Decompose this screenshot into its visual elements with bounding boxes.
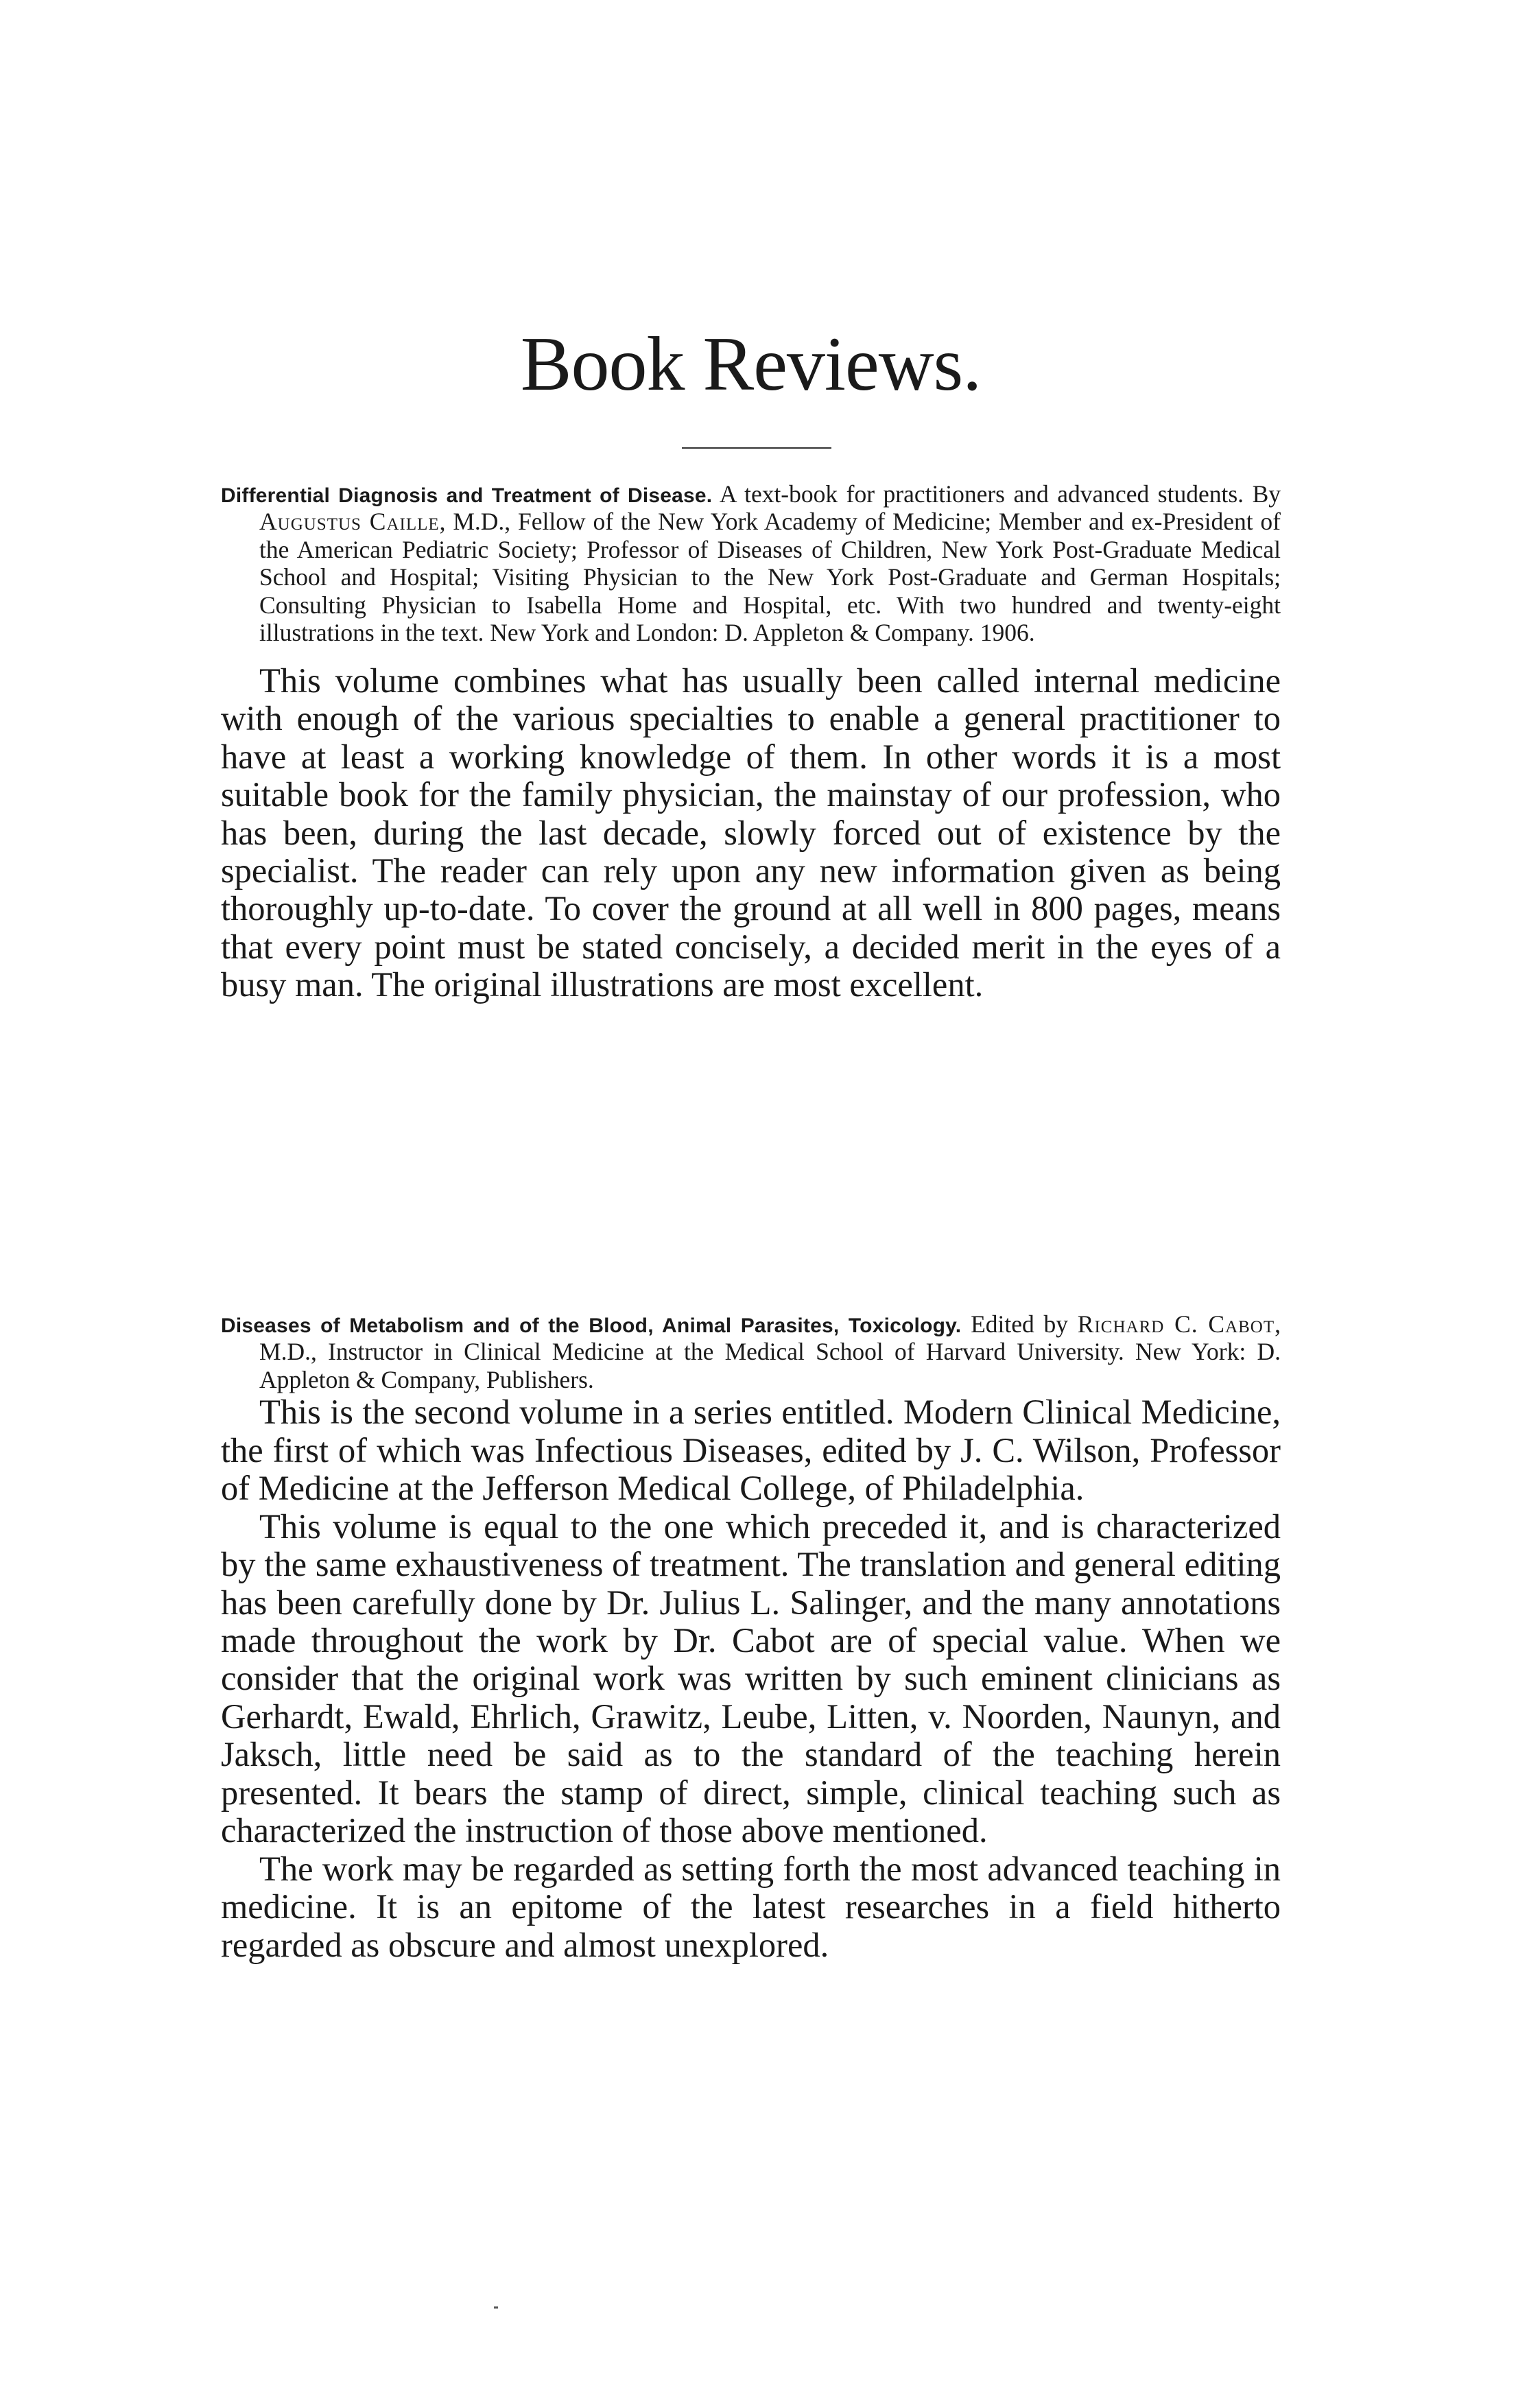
citation-text: , M.D., Fellow of the New York Academy of Medicine; Member and ex-President of the American Pediatric Society; Professor of Diseases of Children, New York Post-Graduate Medical School and Hospital; Visiting Physician to the New York Post-Graduate and German Hospitals; Consulting Physician to Isabella Home and Hospital, etc. With two hundred and twenty-eight illustrations in the text. New York and London: D. Appleton & Company. 1906. xyxy=(259,508,1281,647)
review-paragraph: This volume combines what has usually been called internal medicine with enough of the various specialties to enable a general practitioner to have at least a working knowledge of them. In other words it is a most suitable book for the family physician, the mainstay of our profession, who has been, during the last decade, slowly forced out of existence by the specialist. The reader can rely upon any new information given as being thoroughly up-to-date. To cover the ground at all well in 800 pages, means that every point must be stated concisely, a decided merit in the eyes of a busy man. The original illustrations are most excellent. xyxy=(221,661,1281,1004)
review-paragraph: This volume is equal to the one which preceded it, and is characterized by the same exhaustiveness of treatment. The translation and general editing has been carefully done by Dr. Julius L. Salinger, and the many annotations made throughout the work by Dr. Cabot are of special value. When we consider that the original work was written by such eminent clinicians as Gerhardt, Ewald, Ehrlich, Grawitz, Leube, Litten, v. Noorden, Naunyn, and Jaksch, little need be said as to the standard of the teaching herein presented. It bears the stamp of direct, simple, clinical teaching such as characterized the instruction of those above mentioned. xyxy=(221,1507,1281,1850)
book-title: Differential Diagnosis and Treatment of Disease. xyxy=(221,484,713,507)
review-paragraph: The work may be regarded as setting forth the most advanced teaching in medicine. It is an epitome of the latest researches in a field hitherto regarded as obscure and almost unexplored. xyxy=(221,1849,1281,1964)
citation-text: Edited by xyxy=(961,1310,1078,1338)
author-name: Richard C. Cabot xyxy=(1077,1310,1275,1338)
heading-rule xyxy=(682,447,831,449)
citation-text: , M.D., Instructor in Clinical Medicine at the Medical School of Harvard University. New York: D. Appleton & Company, Publishers. xyxy=(259,1310,1281,1393)
author-name: Augustus Caille xyxy=(259,508,440,536)
section-heading: Book Reviews. xyxy=(520,322,982,407)
review-diseases-of-metabolism xyxy=(221,1310,1281,1964)
review-citation xyxy=(221,1310,1281,1393)
review-citation xyxy=(221,480,1281,647)
review-differential-diagnosis xyxy=(221,480,1281,1004)
print-speck xyxy=(494,2306,498,2309)
citation-text: A text-book for practitioners and advanced students. By xyxy=(712,480,1281,508)
review-paragraph: This is the second volume in a series entitled. Modern Clinical Medicine, the first of which was Infectious Diseases, edited by J. C. Wilson, Professor of Medicine at the Jefferson Medical College, of Philadelphia. xyxy=(221,1393,1281,1508)
book-title: Diseases of Metabolism and of the Blood, Animal Parasites, Toxicology. xyxy=(221,1314,962,1337)
